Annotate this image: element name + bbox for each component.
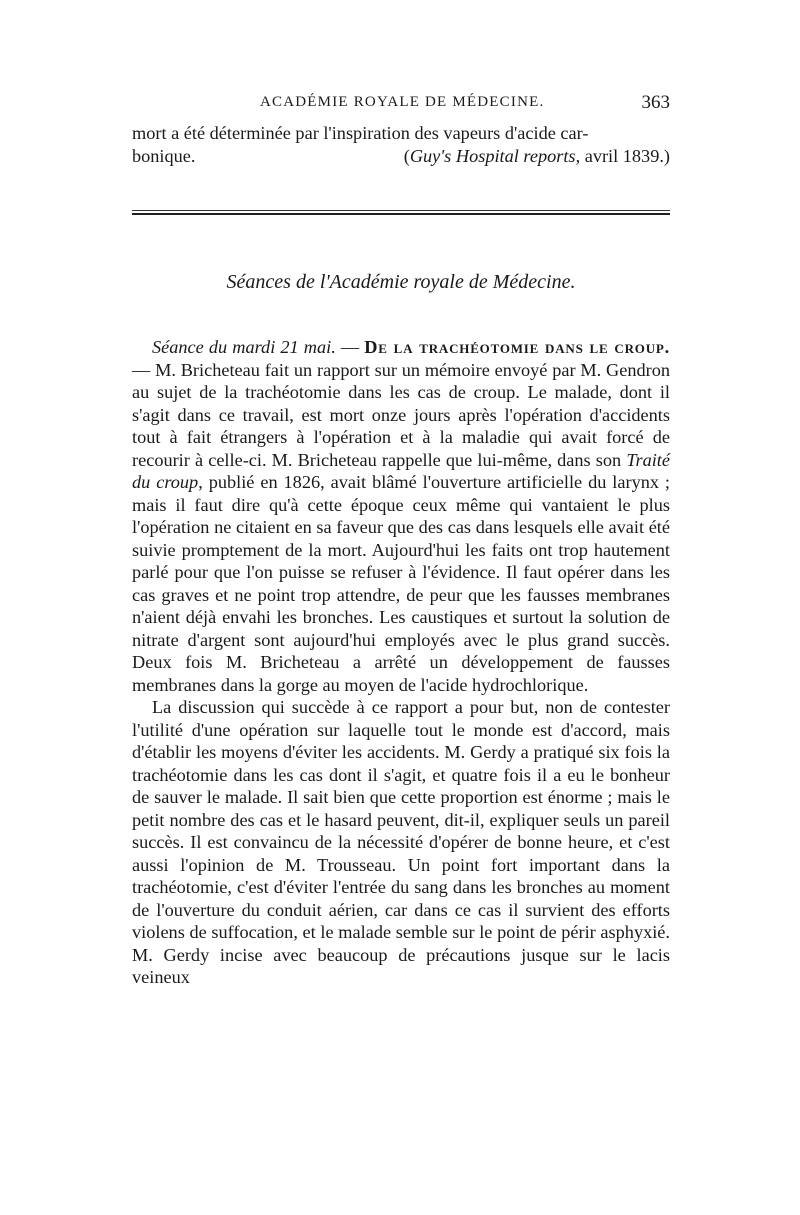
running-head [132, 92, 670, 122]
citation-source: Guy's Hospital reports [409, 145, 576, 166]
top-paragraph-line1: mort a été déterminée par l'inspiration des vapeurs d'acide car- [132, 123, 589, 143]
seance-text-part1: — M. Bricheteau fait un rapport sur un mémoire envoyé par M. Gendron au sujet de la trachéotomie dans les cas de croup. Le malade, dont il s'agit dans ce travail, est mort onze jours après l'opération d'accidents tout à fait étrangers à l'opération et à la maladie qui avait forcé de recourir à celle-ci. M. Bricheteau rappelle que lui-même, dans son [132, 359, 670, 470]
page-number: 363 [641, 92, 670, 113]
running-title: ACADÉMIE ROYALE DE MÉDECINE. [260, 94, 545, 110]
seance-topic: De la trachéotomie dans le croup. [364, 337, 670, 357]
seance-paragraph [132, 336, 670, 696]
book-title: Traité du croup [132, 449, 670, 492]
section-title: Séances de l'Académie royale de Médecine. [226, 271, 576, 293]
seance-label: Séance du mardi 21 mai. [152, 337, 336, 357]
section-divider [132, 209, 670, 217]
discussion-paragraph: La discussion qui succède à ce rapport a pour but, non de contester l'utilité d'une opération sur laquelle tout le monde est d'accord, mais d'établir les moyens d'éviter les accidents. M. Gerdy a pratiqué six fois la trachéotomie dans les cas dont il s'agit, et quatre fois il a eu le bonheur de sauver le malade. Il sait bien que cette proportion est énorme ; mais le petit nombre des cas et le hasard peuvent, dit-il, expliquer seuls un pareil succès. Il est convaincu de la nécessité d'opérer de bonne heure, et c'est aussi l'opinion de M. Trousseau. Un point fort important dans la trachéotomie, c'est d'éviter l'entrée du sang dans les bronches au moment de l'ouverture du conduit aérien, car dans ce cas il survient des efforts violens de suffocation, et le malade semble sur le point de périr asphyxié. M. Gerdy incise avec beaucoup de précautions jusque sur le lacis veineux [132, 697, 670, 987]
body-block [132, 336, 670, 989]
divider-line-thick [132, 213, 670, 215]
citation-open: ( [403, 145, 410, 166]
citation-date: , avril 1839.) [575, 145, 670, 166]
document-page [132, 92, 670, 989]
seance-text-part2: , publié en 1826, avait blâmé l'ouverture artificielle du larynx ; mais il faut dire qu'à cette époque ceux même qui vantaient le plus l'opération ne citaient en sa faveur que des cas dans lesquels elle avait été suivie promptement de la mort. Aujourd'hui les faits ont trop hautement parlé pour que l'on puisse se refuser à l'évidence. Il faut opérer dans les cas graves et ne point trop attendre, de peur que les fausses membranes n'aient déjà envahi les bronches. Les caustiques et surtout la solution de nitrate d'argent sont aujourd'hui employés avec le plus grand succès. Deux fois M. Bricheteau a arrêté un développement de fausses membranes dans la gorge au moyen de l'acide hydrochlorique. [132, 472, 671, 695]
seance-dash: — [335, 337, 365, 357]
top-paragraph-line2 [132, 145, 670, 168]
line2-left: bonique. [132, 145, 196, 166]
divider-line-thin [132, 210, 670, 211]
citation [404, 145, 670, 168]
